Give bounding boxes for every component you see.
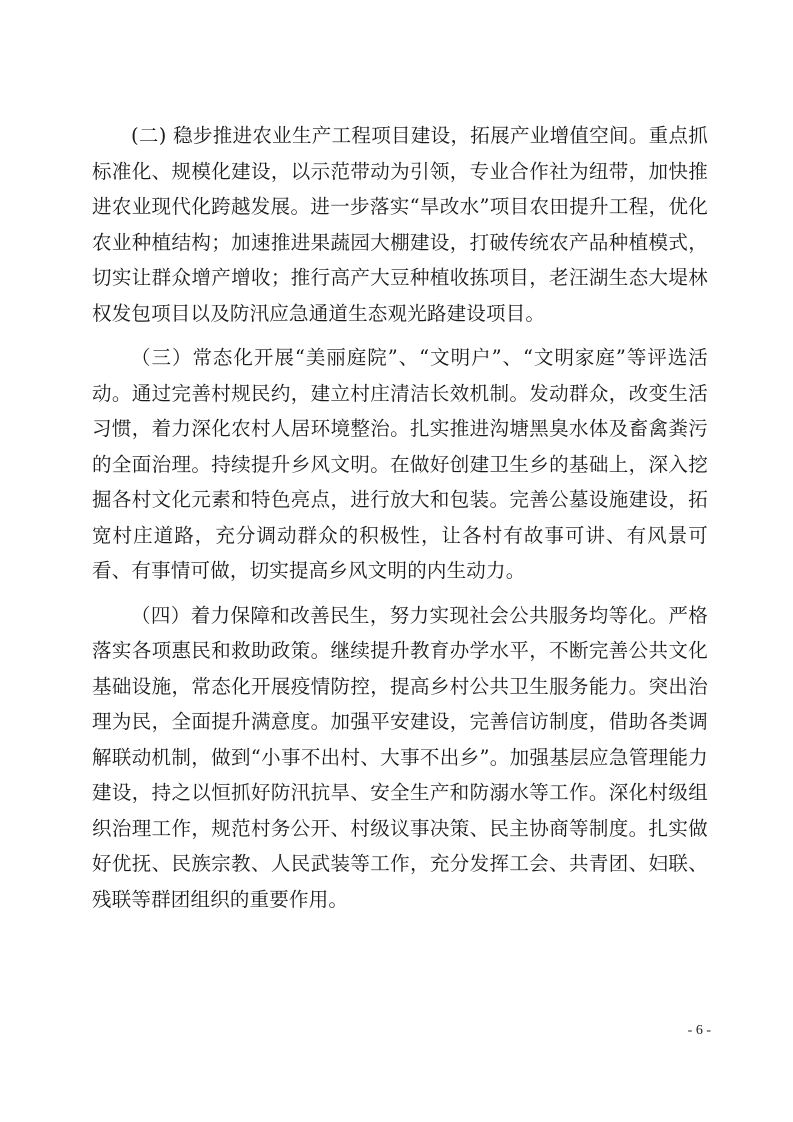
document-body — [92, 118, 708, 926]
page-number: - 6 - — [687, 1023, 711, 1038]
paragraph-agricultural-projects: (二) 稳步推进农业生产工程项目建设，拓展产业增值空间。重点抓标准化、规模化建设，以示范带动为引领，专业合作社为纽带，加快推进农业现代化跨越发展。进一步落实“旱改水”项目农田提升工程，优化农业种植结构；加速推进果蔬园大棚建设，打破传统农产品种植模式，切实让群众增产增收；推行高产大豆种植收拣项目，老汪湖生态大堤林权发包项目以及防汛应急通道生态观光路建设项目。 — [92, 124, 708, 325]
paragraph-public-services: （四）着力保障和改善民生，努力实现社会公共服务均等化。严格落实各项惠民和救助政策。继续提升教育办学水平，不断完善公共文化基础设施，常态化开展疫情防控，提高乡村公共卫生服务能力。突出治理为民，全面提升满意度。加强平安建设，完善信访制度，借助各类调解联动机制，做到“小事不出村、大事不出乡”。加强基层应急管理能力建设，持之以恒抓好防汛抗旱、安全生产和防溺水等工作。深化村级组织治理工作，规范村务公开、村级议事决策、民主协商等制度。扎实做好优抚、民族宗教、人民武装等工作，充分发挥工会、共青团、妇联、残联等群团组织的重要作用。 — [92, 603, 708, 911]
paragraph-rural-civilization: （三）常态化开展“美丽庭院”、“文明户”、“文明家庭”等评选活动。通过完善村规民约，建立村庄清洁长效机制。发动群众，改变生活习惯，着力深化农村人居环境整治。扎实推进沟塘黑臭水体及畜禽粪污的全面治理。持续提升乡风文明。在做好创建卫生乡的基础上，深入挖掘各村文化元素和特色亮点，进行放大和包装。完善公墓设施建设，拓宽村庄道路，充分调动群众的积极性，让各村有故事可讲、有风景可看、有事情可做，切实提高乡风文明的内生动力。 — [92, 346, 708, 582]
